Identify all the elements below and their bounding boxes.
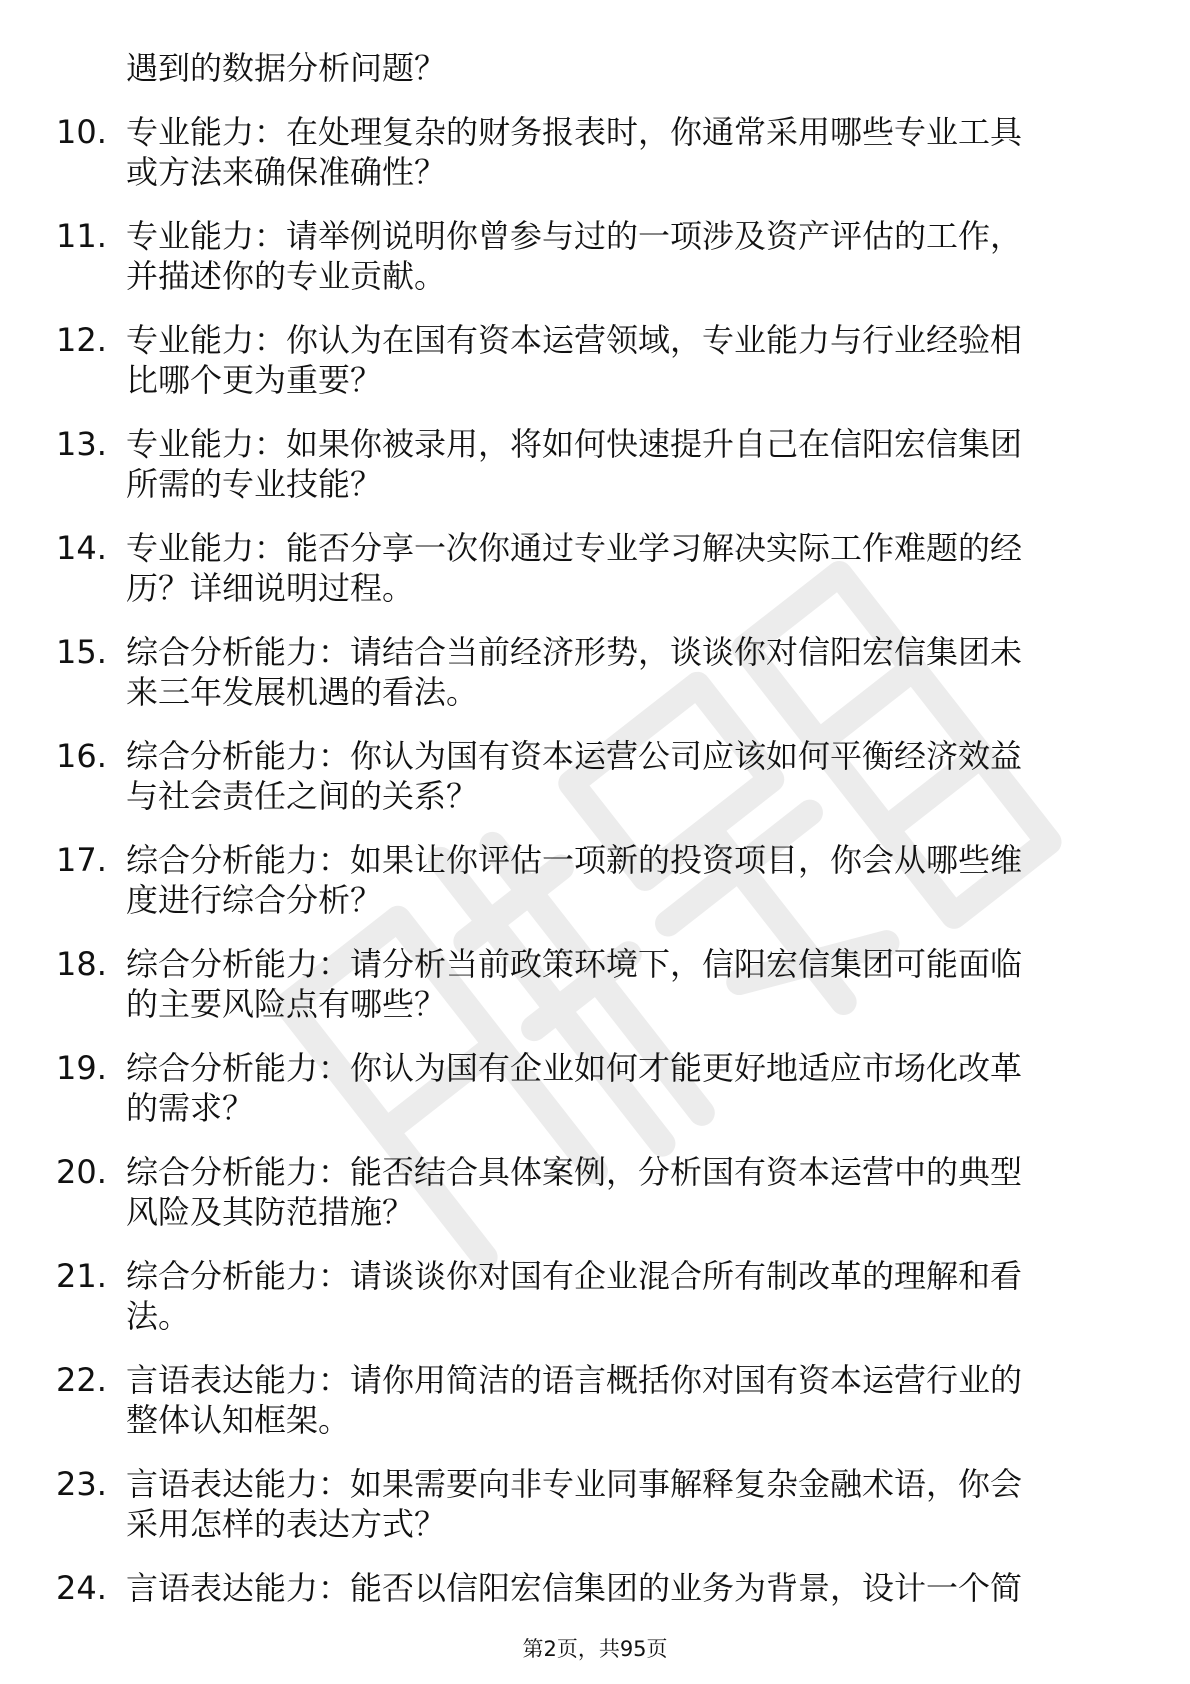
question-text: 专业能力：如果你被录用，将如何快速提升自己在信阳宏信集团 所需的专业技能？ — [126, 425, 1023, 503]
question-number: 15. — [56, 633, 107, 671]
list-item — [0, 840, 1190, 944]
question-number: 10. — [56, 113, 107, 151]
question-text: 综合分析能力：你认为国有资本运营公司应该如何平衡经济效益 与社会责任之间的关系？ — [126, 737, 1023, 815]
question-text: 言语表达能力：能否以信阳宏信集团的业务为背景，设计一个简 — [126, 1569, 1023, 1607]
list-item — [0, 216, 1190, 320]
list-item — [0, 320, 1190, 424]
list-item — [0, 632, 1190, 736]
question-number: 13. — [56, 425, 107, 463]
question-text: 专业能力：你认为在国有资本运营领域，专业能力与行业经验相 比哪个更为重要？ — [126, 321, 1023, 399]
question-text: 言语表达能力：请你用简洁的语言概括你对国有资本运营行业的 整体认知框架。 — [126, 1361, 1023, 1439]
page-footer: 第2页，共95页 — [522, 1637, 668, 1661]
question-text: 综合分析能力：请分析当前政策环境下，信阳宏信集团可能面临 的主要风险点有哪些？ — [126, 945, 1023, 1023]
question-number: 18. — [56, 945, 107, 983]
question-text: 言语表达能力：如果需要向非专业同事解释复杂金融术语，你会 采用怎样的表达方式？ — [126, 1465, 1023, 1543]
list-item — [0, 1464, 1190, 1568]
question-text: 综合分析能力：如果让你评估一项新的投资项目，你会从哪些维 度进行综合分析？ — [126, 841, 1023, 919]
list-item — [0, 736, 1190, 840]
question-number: 11. — [56, 217, 107, 255]
question-number: 17. — [56, 841, 107, 879]
list-item — [0, 1360, 1190, 1464]
question-number: 19. — [56, 1049, 107, 1087]
question-text: 专业能力：能否分享一次你通过专业学习解决实际工作难题的经 历？详细说明过程。 — [126, 529, 1023, 607]
list-item — [0, 424, 1190, 528]
question-number: 22. — [56, 1361, 107, 1399]
question-number: 21. — [56, 1257, 107, 1295]
question-text: 综合分析能力：请谈谈你对国有企业混合所有制改革的理解和看 法。 — [126, 1257, 1023, 1335]
continued-question-text: 遇到的数据分析问题？ — [126, 49, 447, 87]
question-list — [0, 112, 1190, 1672]
question-number: 12. — [56, 321, 107, 359]
question-text: 专业能力：在处理复杂的财务报表时，你通常采用哪些专业工具 或方法来确保准确性？ — [126, 113, 1023, 191]
list-item — [0, 1152, 1190, 1256]
question-number: 20. — [56, 1153, 107, 1191]
question-number: 23. — [56, 1465, 107, 1503]
question-text: 专业能力：请举例说明你曾参与过的一项涉及资产评估的工作， 并描述你的专业贡献。 — [126, 217, 1023, 295]
list-item — [0, 944, 1190, 1048]
question-number: 16. — [56, 737, 107, 775]
list-item — [0, 1048, 1190, 1152]
question-text: 综合分析能力：能否结合具体案例，分析国有资本运营中的典型 风险及其防范措施？ — [126, 1153, 1023, 1231]
question-text: 综合分析能力：你认为国有企业如何才能更好地适应市场化改革 的需求？ — [126, 1049, 1023, 1127]
list-item — [0, 1256, 1190, 1360]
question-number: 14. — [56, 529, 107, 567]
list-item — [0, 112, 1190, 216]
question-text: 综合分析能力：请结合当前经济形势，谈谈你对信阳宏信集团未 来三年发展机遇的看法。 — [126, 633, 1023, 711]
list-item — [0, 528, 1190, 632]
question-number: 24. — [56, 1569, 107, 1607]
